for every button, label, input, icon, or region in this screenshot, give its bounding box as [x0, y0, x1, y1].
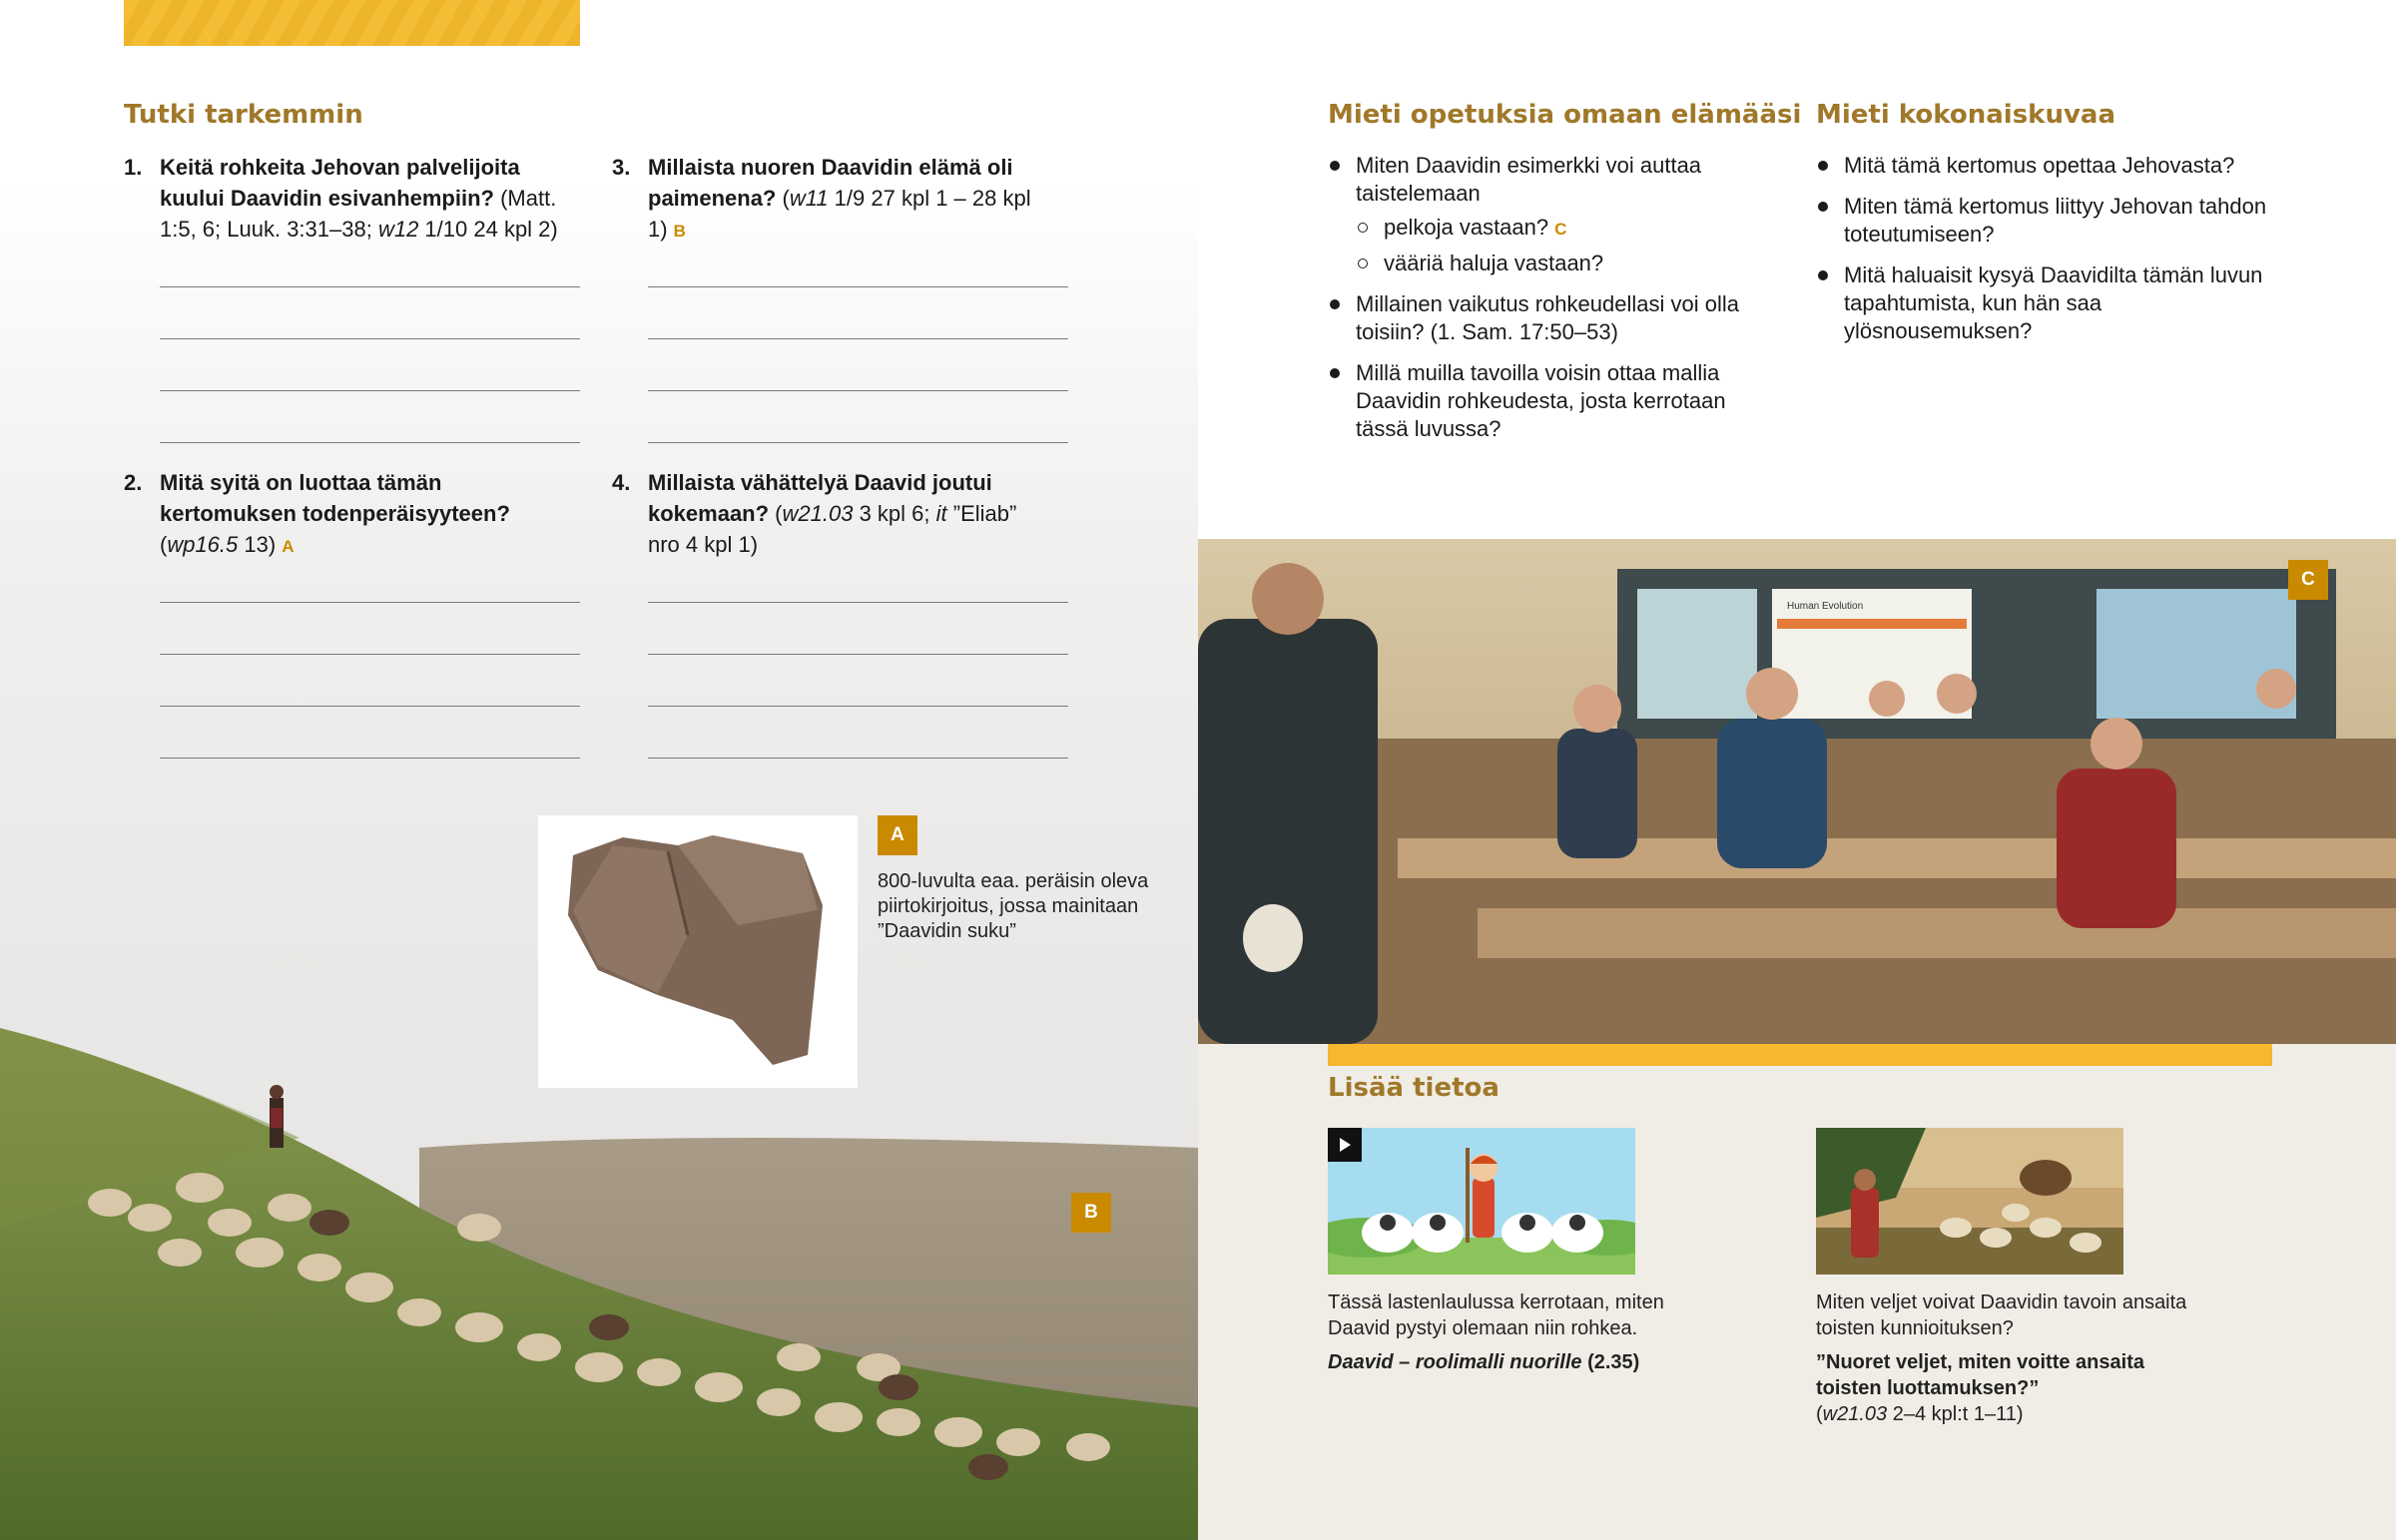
more-info-accent-bar [1328, 1044, 2272, 1066]
question-number: 1. [124, 155, 143, 180]
cartoon-david-with-sheep [1328, 1128, 1635, 1275]
section-title-study: Tutki tarkemmin [124, 100, 363, 130]
reflect-subitem: pelkoja vastaan? C [1356, 214, 1767, 244]
photo-inscription-stone [538, 815, 858, 1088]
big-picture-list [1816, 152, 2285, 358]
video-title[interactable]: Daavid – roolimalli nuorille [1328, 1351, 1582, 1373]
answer-line[interactable] [648, 758, 1068, 759]
photo-badge-a: A [878, 815, 917, 855]
reflect-item: Millä muilla tavoilla voisin ottaa mallia Daavidin rohkeudesta, josta kerrotaan tässä luvussa? [1328, 359, 1767, 443]
article-title[interactable]: ”Nuoret veljet, miten voitte ansaita toisten luottamuksen?” [1816, 1351, 2144, 1399]
reflect-item: Miten Daavidin esimerkki voi auttaa taistelemaan pelkoja vastaan? C vääriä haluja vastaan? [1328, 152, 1767, 277]
video-title-line[interactable] [1328, 1349, 1727, 1375]
question-text: Mitä syitä on luottaa tämän kertomuksen todenperäisyyteen? (wp16.5 13) A [160, 470, 510, 557]
shepherd-hillside-illustration [0, 1028, 1198, 1540]
question-text: Millaista nuoren Daavidin elämä oli paimenena? (w11 1/9 27 kpl 1 – 28 kpl 1) B [648, 155, 1031, 242]
answer-line[interactable] [160, 706, 580, 707]
answer-line[interactable] [648, 390, 1068, 391]
question-text: Millaista vähättelyä Daavid joutui kokemaan? (w21.03 3 kpl 6; it ”Eliab” nro 4 kpl 1) [648, 470, 1017, 557]
answer-line[interactable] [160, 758, 580, 759]
article-reference[interactable]: ”Nuoret veljet, miten voitte ansaita toisten luottamuksen?” (w21.03 2–4 kpl:t 1–11) [1816, 1351, 2144, 1425]
section-title-reflect: Mieti opetuksia omaan elämääsi [1328, 100, 1802, 130]
photo-classroom [1198, 539, 2396, 1044]
big-picture-item: Mitä haluaisit kysyä Daavidilta tämän luvun tapahtumista, kun hän saa ylösnousemuksen? [1816, 261, 2285, 345]
play-icon[interactable] [1328, 1128, 1362, 1162]
photo-marker-a[interactable]: A [282, 537, 295, 556]
reflect-list [1328, 152, 1767, 456]
answer-line[interactable] [160, 338, 580, 339]
photo-badge-c: C [2288, 560, 2328, 600]
article-caption: Miten veljet voivat Daavidin tavoin ansaita toisten kunnioituksen? [1816, 1291, 2187, 1339]
section-title-big-picture: Mieti kokonaiskuvaa [1816, 100, 2116, 130]
stone-fragment-illustration [538, 815, 858, 1088]
photo-marker-b[interactable]: B [673, 222, 686, 241]
answer-line[interactable] [648, 442, 1068, 443]
answer-line[interactable] [160, 602, 580, 603]
photo-badge-b: B [1071, 1193, 1111, 1233]
question-3 [612, 152, 1081, 252]
answer-line[interactable] [648, 706, 1068, 707]
answer-line[interactable] [648, 602, 1068, 603]
photo-caption-a: 800-luvulta eaa. peräisin oleva piirtokirjoitus, jossa mainitaan ”Daavidin suku” [878, 870, 1149, 942]
question-4 [612, 467, 1081, 567]
section-title-more-info: Lisää tietoa [1328, 1073, 1499, 1103]
question-text: Keitä rohkeita Jehovan palvelijoita kuului Daavidin esivanhempiin? (Matt. 1:5, 6; Luuk. 3:31–38; w12 1/10 24 kpl 2) [160, 155, 558, 242]
article-thumbnail[interactable] [1816, 1128, 2123, 1275]
question-number: 2. [124, 470, 143, 495]
answer-line[interactable] [648, 286, 1068, 287]
reflect-subitem: vääriä haluja vastaan? [1356, 250, 1767, 277]
big-picture-item: Mitä tämä kertomus opettaa Jehovasta? [1816, 152, 2285, 180]
video-thumbnail[interactable] [1328, 1128, 1635, 1275]
question-number: 3. [612, 155, 631, 180]
classroom-illustration [1198, 539, 2396, 1044]
answer-line[interactable] [160, 390, 580, 391]
painting-david-guarding-flock [1816, 1128, 2123, 1275]
video-duration: (2.35) [1587, 1351, 1640, 1373]
answer-line[interactable] [160, 442, 580, 443]
reflect-item: Millainen vaikutus rohkeudellasi voi olla toisiin? (1. Sam. 17:50–53) [1328, 290, 1767, 346]
photo-marker-c[interactable]: C [1554, 220, 1567, 239]
top-decorative-band [124, 0, 580, 46]
answer-line[interactable] [160, 654, 580, 655]
question-2 [124, 467, 583, 567]
big-picture-item: Miten tämä kertomus liittyy Jehovan tahdon toteutumiseen? [1816, 193, 2285, 249]
question-number: 4. [612, 470, 631, 495]
photo-shepherd-with-flock [0, 1028, 1198, 1540]
wall-chart-title: Human Evolution [1787, 601, 1864, 612]
answer-line[interactable] [160, 286, 580, 287]
answer-line[interactable] [648, 654, 1068, 655]
video-caption: Tässä lastenlaulussa kerrotaan, miten Daavid pystyi olemaan niin rohkea. [1328, 1291, 1664, 1339]
question-1 [124, 152, 583, 252]
answer-line[interactable] [648, 338, 1068, 339]
